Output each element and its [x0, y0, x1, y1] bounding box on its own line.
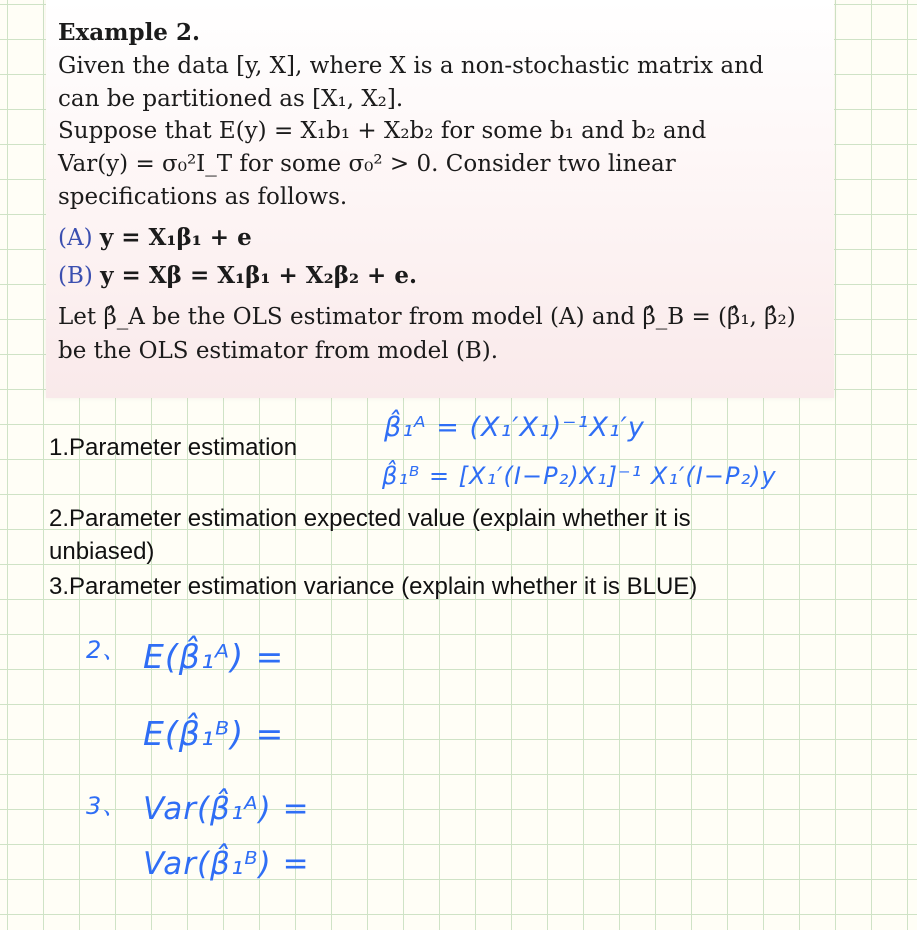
example-line-5: specifications as follows.: [58, 184, 348, 210]
example-line-4: Var(y) = σ₀²I_T for some σ₀² > 0. Consider two linear: [58, 151, 676, 177]
handwritten-variance-b: Var(β̂₁ᴮ) =: [143, 846, 310, 882]
question-2-line-1: 2.Parameter estimation expected value (explain whether it is: [49, 505, 691, 532]
model-a-label: (A): [58, 225, 93, 251]
model-a-equation: y = X₁β₁ + e: [99, 224, 252, 251]
handwritten-expectation-b: E(β̂₁ᴮ) =: [143, 714, 285, 753]
example-line-9: be the OLS estimator from model (B).: [58, 338, 499, 364]
example-line-3: Suppose that E(y) = X₁b₁ + X₂b₂ for some b₁ and b₂ and: [58, 118, 707, 144]
handwritten-expectation-a: E(β̂₁ᴬ) =: [143, 637, 285, 676]
handwritten-number-3: 3、: [86, 792, 128, 820]
question-1: 1.Parameter estimation: [49, 434, 298, 461]
model-b-label: (B): [58, 263, 93, 289]
example-line-2: can be partitioned as [X₁, X₂].: [58, 86, 404, 112]
question-2-line-2: unbiased): [49, 538, 155, 565]
example-title: Example 2.: [58, 19, 200, 46]
handwritten-beta-a-estimator: β̂₁ᴬ = (X₁′X₁)⁻¹X₁′y: [384, 412, 645, 443]
model-b: [58, 259, 838, 293]
handwritten-number-2: 2、: [86, 636, 128, 664]
example-line-1: Given the data [y, X], where X is a non-stochastic matrix and: [58, 53, 764, 79]
example-line-8: Let β̂_A be the OLS estimator from model (A) and β̂_B = (β̂₁, β̂₂): [58, 304, 796, 330]
handwritten-variance-a: Var(β̂₁ᴬ) =: [143, 791, 310, 827]
model-b-equation: y = Xβ = X₁β₁ + X₂β₂ + e.: [100, 262, 417, 289]
handwritten-beta-b-estimator: β̂₁ᴮ = [X₁′(I−P₂)X₁]⁻¹ X₁′(I−P₂)y: [382, 462, 777, 490]
question-3: 3.Parameter estimation variance (explain whether it is BLUE): [49, 573, 698, 600]
model-a: [58, 221, 838, 255]
